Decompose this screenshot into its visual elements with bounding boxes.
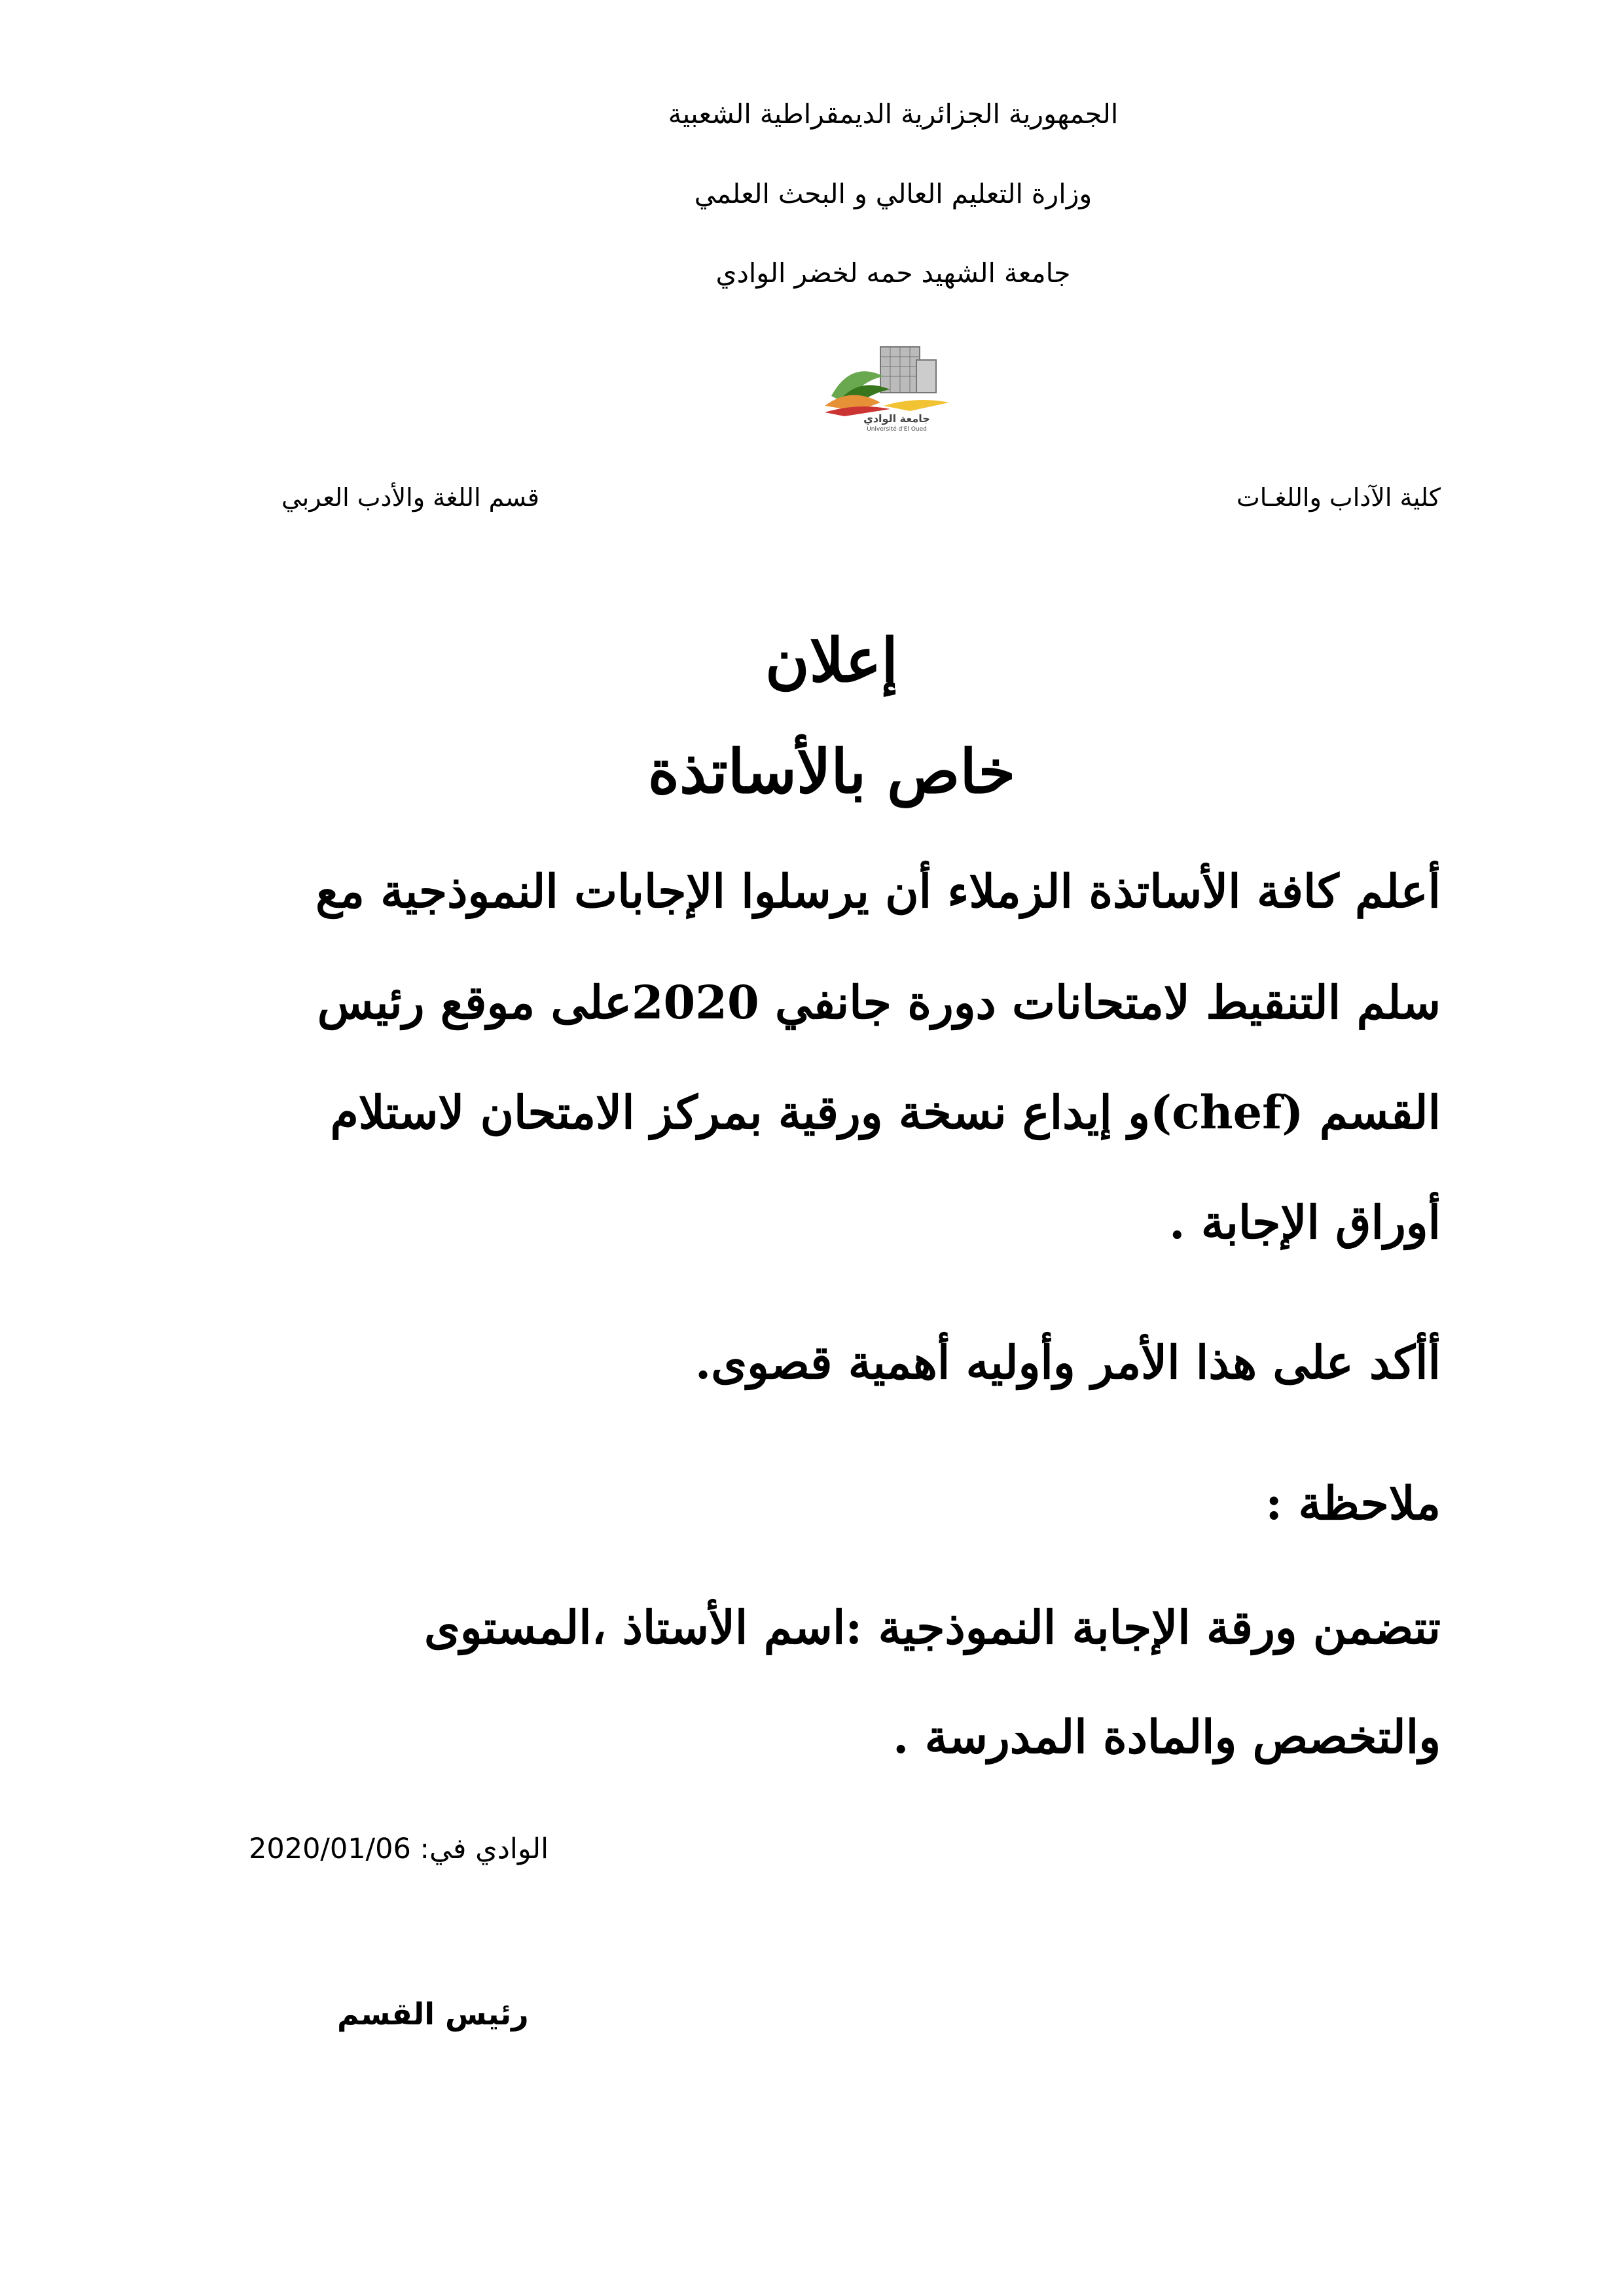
note-line-1: تتضمن ورقة الإجابة النموذجية :اسم الأستاذ ،المستوى [424, 1600, 1441, 1655]
note-label: ملاحظة : [1265, 1476, 1441, 1530]
signature-title: رئيس القسم [337, 1996, 529, 2032]
note-line-2: والتخصص والمادة المدرسة . [892, 1710, 1441, 1764]
ministry-name: وزارة التعليم العالي و البحث العلمي [694, 178, 1092, 209]
department-name: قسم اللغة والأدب العربي [281, 483, 539, 512]
republic-name: الجمهورية الجزائرية الديمقراطية الشعبية [668, 98, 1119, 130]
announcement-title: إعلان [765, 625, 898, 696]
date-line: الوادي في: 2020/01/06 [249, 1833, 549, 1865]
logo-latin-text: Université d'El Oued [867, 426, 927, 432]
body-line-1: أعلم كافة الأساتذة الزملاء أن يرسلوا الإجابات النموذجية مع [316, 864, 1441, 918]
body-line-4: أوراق الإجابة . [1169, 1195, 1441, 1249]
announcement-subtitle: خاص بالأساتذة [647, 736, 1016, 807]
body-line-2: سلم التنقيط لامتحانات دورة جانفي 2020على موقع رئيس [317, 975, 1441, 1030]
university-name: جامعة الشهيد حمه لخضر الوادي [715, 257, 1071, 289]
faculty-name: كلية الآداب واللغـات [1236, 483, 1441, 512]
emphasis-line: أأكد على هذا الأمر وأوليه أهمية قصوى. [695, 1335, 1441, 1390]
body-line-3: القسم (chef)و إيداع نسخة ورقية بمركز الامتحان لاستلام [330, 1085, 1441, 1139]
logo-arabic-text: جامعة الوادي [863, 412, 930, 425]
university-logo [818, 340, 962, 432]
